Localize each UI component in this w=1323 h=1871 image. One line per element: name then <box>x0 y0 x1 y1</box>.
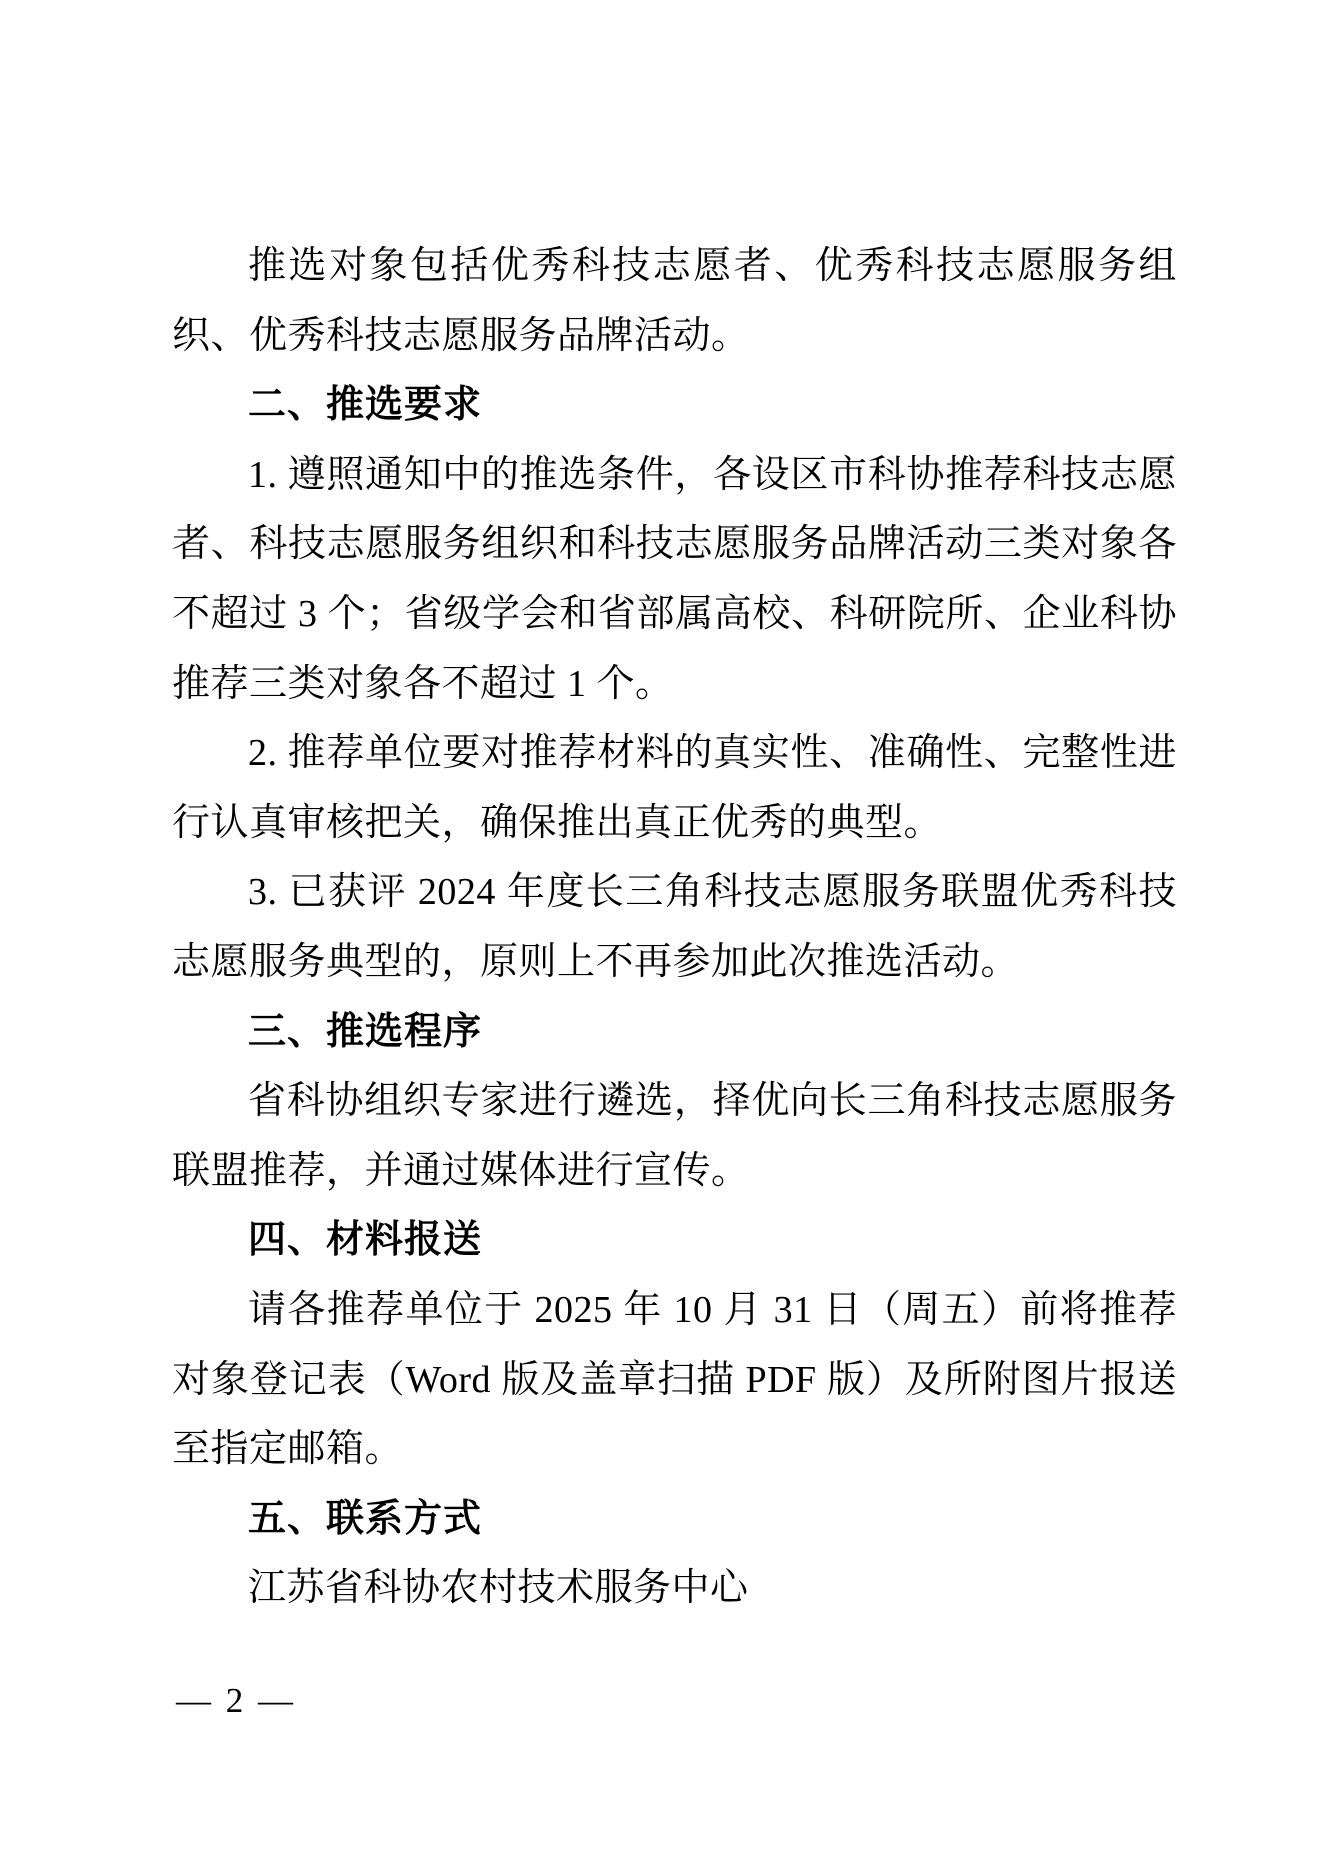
heading-material-submission: 四、材料报送 <box>248 1219 483 1262</box>
paragraph-contact-unit: 江苏省科协农村技术服务中心 <box>248 1567 749 1610</box>
paragraph-requirement-3: 3. 已获评 2024 年度长三角科技志愿服务联盟优秀科技志愿服务典型的，原则上不再参加此次推选活动。 <box>172 871 1177 983</box>
paragraph-selection-targets: 推选对象包括优秀科技志愿者、优秀科技志愿服务组织、优秀科技志愿服务品牌活动。 <box>172 245 1177 357</box>
page-number: — 2 — <box>176 1681 293 1720</box>
heading-selection-procedure: 三、推选程序 <box>248 1010 483 1053</box>
heading-contact-info: 五、联系方式 <box>248 1497 483 1540</box>
paragraph-requirement-1: 1. 遵照通知中的推选条件，各设区市科协推荐科技志愿者、科技志愿服务组织和科技志愿服务品牌活动三类对象各不超过 3 个；省级学会和省部属高校、科研院所、企业科协推荐三类对象各不超过 1 个。 <box>172 453 1177 705</box>
paragraph-submission: 请各推荐单位于 2025 年 10 月 31 日（周五）前将推荐对象登记表（Word 版及盖章扫描 PDF 版）及所附图片报送至指定邮箱。 <box>172 1288 1177 1471</box>
heading-selection-requirements: 二、推选要求 <box>248 384 483 427</box>
document-body <box>172 232 1177 1624</box>
paragraph-procedure: 省科协组织专家进行遴选，择优向长三角科技志愿服务联盟推荐，并通过媒体进行宣传。 <box>172 1080 1177 1192</box>
paragraph-requirement-2: 2. 推荐单位要对推荐材料的真实性、准确性、完整性进行认真审核把关，确保推出真正优秀的典型。 <box>172 732 1177 844</box>
